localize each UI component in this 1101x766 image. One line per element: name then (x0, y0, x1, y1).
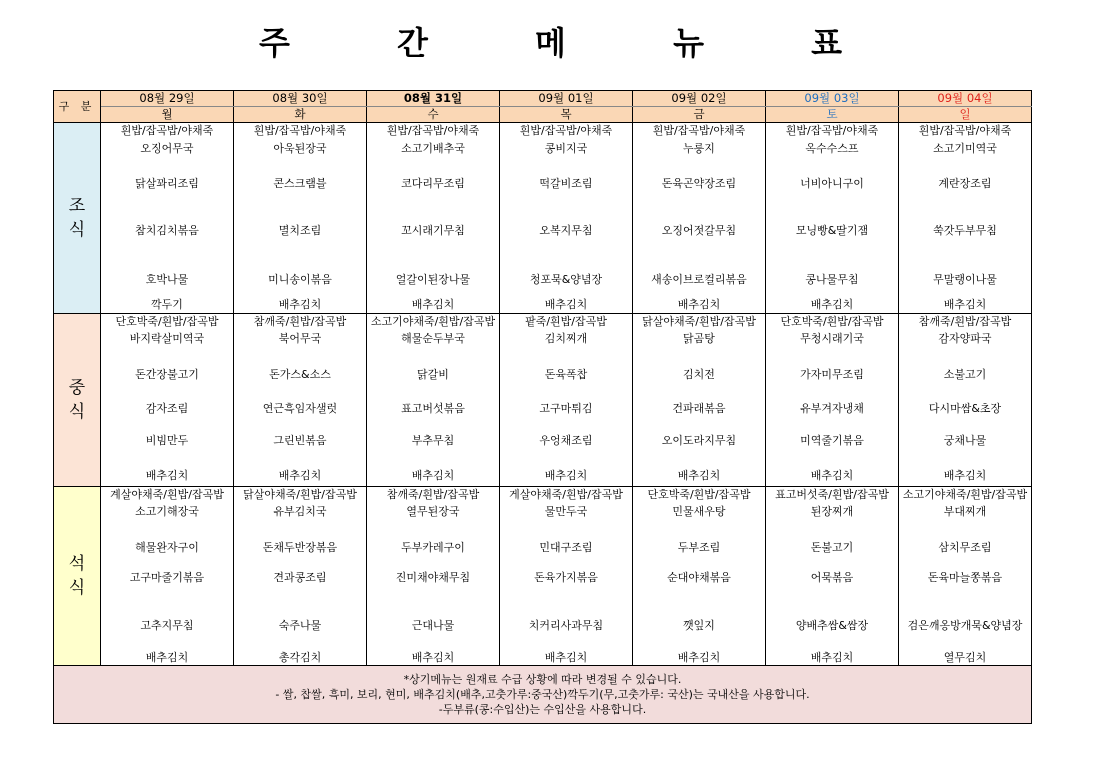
section-row-lunch (54, 314, 1032, 487)
menu-item: 깻잎지 (683, 619, 715, 632)
menu-item: 돈간장불고기 (135, 368, 199, 381)
menu-item: 닭살야채죽/흰밥/잡곡밥 (642, 315, 756, 328)
day-of-week: 금 (633, 107, 766, 123)
menu-item: 감자조림 (145, 402, 189, 415)
menu-item: 우엉채조림 (539, 434, 593, 447)
menu-item: 배추김치 (810, 651, 854, 664)
menu-item: 민대구조림 (539, 541, 593, 554)
menu-item: 얼갈이된장나물 (395, 273, 471, 286)
menu-item: 배추김치 (411, 469, 455, 482)
menu-item: 흰밥/잡곡밥/야채죽 (519, 124, 613, 137)
menu-cell (101, 123, 234, 314)
menu-item: 유부겨자냉채 (800, 402, 864, 415)
menu-item: 가자미무조림 (800, 368, 864, 381)
menu-item: 소고기미역국 (933, 142, 997, 155)
day-date: 09월 02일 (633, 91, 766, 107)
menu-item: 고구마줄기볶음 (129, 571, 205, 584)
menu-item: 새송이브로컬리볶음 (651, 273, 747, 286)
day-date: 08월 31일 (367, 91, 500, 107)
day-of-week: 목 (500, 107, 633, 123)
menu-item: 배추김치 (810, 469, 854, 482)
footer-row (54, 666, 1032, 724)
day-of-week: 수 (367, 107, 500, 123)
section-label-lunch: 중 식 (54, 314, 101, 487)
menu-item: 흰밥/잡곡밥/야채죽 (918, 124, 1012, 137)
menu-cell (633, 314, 766, 487)
menu-item: 단호박죽/흰밥/잡곡밥 (647, 488, 751, 501)
menu-item: 표고버섯볶음 (401, 402, 465, 415)
menu-item: 닭살꽈리조림 (135, 177, 199, 190)
day-of-week: 토 (766, 107, 899, 123)
menu-item: 닭살야채죽/흰밥/잡곡밥 (243, 488, 357, 501)
header-dates-row (54, 91, 1032, 107)
menu-item: 치커리사과무침 (528, 619, 604, 632)
menu-cell (899, 487, 1032, 666)
menu-item: 콘스크램블 (273, 177, 327, 190)
header-label: 구 분 (54, 91, 101, 123)
menu-cell (500, 314, 633, 487)
menu-item: 배추김치 (278, 298, 322, 311)
day-date: 08월 29일 (101, 91, 234, 107)
menu-item: 감자양파국 (938, 332, 992, 345)
menu-item: 무청시래기국 (800, 332, 864, 345)
menu-item: 멸치조림 (278, 224, 322, 237)
menu-item: 참치김치볶음 (135, 224, 199, 237)
menu-item: 깍두기 (151, 298, 183, 311)
menu-item: 참깨죽/흰밥/잡곡밥 (386, 488, 480, 501)
header-dow-row (54, 107, 1032, 123)
menu-item: 돈육마늘쫑볶음 (927, 571, 1003, 584)
menu-item: 너비아니구이 (800, 177, 864, 190)
menu-item: 물만두국 (544, 505, 588, 518)
menu-item: 소고기야채죽/흰밥/잡곡밥 (370, 315, 496, 328)
menu-item: 미역줄기볶음 (800, 434, 864, 447)
section-row-breakfast (54, 123, 1032, 314)
menu-item: 견과콩조림 (273, 571, 327, 584)
page-title: 주 간 메 뉴 표 (258, 24, 891, 62)
menu-item: 오징어무국 (140, 142, 194, 155)
menu-item: 흰밥/잡곡밥/야채죽 (386, 124, 480, 137)
menu-item: 무말랭이나물 (933, 273, 997, 286)
menu-item: 배추김치 (544, 651, 588, 664)
menu-item: 배추김치 (677, 298, 721, 311)
menu-item: 배추김치 (145, 469, 189, 482)
menu-item: 돈가스&소스 (269, 368, 331, 381)
menu-cell (500, 487, 633, 666)
menu-item: 흰밥/잡곡밥/야채죽 (253, 124, 347, 137)
menu-item: 표고버섯죽/흰밥/잡곡밥 (775, 488, 889, 501)
menu-item: 유부김치국 (273, 505, 327, 518)
menu-item: 된장찌개 (810, 505, 854, 518)
menu-item: 꼬시래기무침 (401, 224, 465, 237)
menu-item: 흰밥/잡곡밥/야채죽 (652, 124, 746, 137)
footer-note: - 쌀, 찹쌀, 흑미, 보리, 현미, 배추김치(배추,고춧가루:중국산)깍두기(무,고춧가루: 국산)는 국내산을 사용합니다. (275, 688, 810, 701)
menu-item: 부대찌개 (943, 505, 987, 518)
menu-item: 고구마튀김 (539, 402, 593, 415)
menu-item: 김치전 (683, 368, 715, 381)
menu-item: 건파래볶음 (672, 402, 726, 415)
menu-item: 오복지무침 (539, 224, 593, 237)
menu-cell (766, 314, 899, 487)
menu-item: 부추무침 (411, 434, 455, 447)
menu-item: 두부카레구이 (401, 541, 465, 554)
menu-item: 콩나물무침 (805, 273, 859, 286)
menu-cell (766, 487, 899, 666)
menu-cell (234, 123, 367, 314)
menu-item: 소불고기 (943, 368, 987, 381)
menu-item: 참깨죽/흰밥/잡곡밥 (253, 315, 347, 328)
menu-item: 단호박죽/흰밥/잡곡밥 (115, 315, 219, 328)
menu-item: 고추지무침 (140, 619, 194, 632)
menu-item: 배추김치 (810, 298, 854, 311)
menu-cell (899, 314, 1032, 487)
day-date: 08월 30일 (234, 91, 367, 107)
menu-cell (234, 487, 367, 666)
menu-item: 오징어젓갈무침 (661, 224, 737, 237)
menu-item: 삼치무조림 (938, 541, 992, 554)
menu-cell (101, 487, 234, 666)
menu-item: 소고기배추국 (401, 142, 465, 155)
menu-item: 계란장조림 (938, 177, 992, 190)
menu-item: 배추김치 (145, 651, 189, 664)
menu-item: 양배추쌈&쌈장 (795, 619, 869, 632)
menu-item: 진미채야채무침 (395, 571, 471, 584)
menu-item: 콩비지국 (544, 142, 588, 155)
section-label-breakfast: 조 식 (54, 123, 101, 314)
menu-item: 배추김치 (278, 469, 322, 482)
menu-item: 북어무국 (278, 332, 322, 345)
menu-cell (367, 487, 500, 666)
menu-item: 열무된장국 (406, 505, 460, 518)
menu-item: 닭곰탕 (683, 332, 715, 345)
menu-item: 돈육가지볶음 (534, 571, 598, 584)
day-of-week: 일 (899, 107, 1032, 123)
menu-item: 오이도라지무침 (661, 434, 737, 447)
menu-cell (633, 123, 766, 314)
menu-item: 다시마쌈&초장 (928, 402, 1002, 415)
menu-item: 코다리무조림 (401, 177, 465, 190)
day-date: 09월 04일 (899, 91, 1032, 107)
menu-item: 누룽지 (683, 142, 715, 155)
menu-item: 배추김치 (677, 651, 721, 664)
day-of-week: 월 (101, 107, 234, 123)
menu-item: 검은깨옹방개묵&양념장 (907, 619, 1023, 632)
menu-item: 김치찌개 (544, 332, 588, 345)
menu-item: 미니송이볶음 (268, 273, 332, 286)
day-date: 09월 01일 (500, 91, 633, 107)
menu-item: 청포묵&양념장 (529, 273, 603, 286)
menu-item: 배추김치 (411, 651, 455, 664)
menu-item: 흰밥/잡곡밥/야채죽 (785, 124, 879, 137)
menu-cell (633, 487, 766, 666)
menu-item: 모닝빵&딸기잼 (795, 224, 869, 237)
menu-item: 떡갈비조림 (539, 177, 593, 190)
menu-item: 소고기야채죽/흰밥/잡곡밥 (902, 488, 1028, 501)
menu-item: 계살야채죽/흰밥/잡곡밥 (110, 488, 224, 501)
menu-item: 근대나물 (411, 619, 455, 632)
menu-cell (101, 314, 234, 487)
footer-note: *상기메뉴는 원재료 수급 상황에 따라 변경될 수 있습니다. (403, 673, 682, 686)
menu-item: 쑥갓두부무침 (933, 224, 997, 237)
menu-item: 돈육곤약장조림 (661, 177, 737, 190)
menu-item: 그린빈볶음 (273, 434, 327, 447)
menu-cell (367, 314, 500, 487)
menu-item: 소고기해장국 (135, 505, 199, 518)
menu-item: 돈불고기 (810, 541, 854, 554)
section-label-dinner: 석 식 (54, 487, 101, 666)
menu-item: 돈채두반장볶음 (262, 541, 338, 554)
menu-item: 돈육폭찹 (544, 368, 588, 381)
menu-item: 두부조림 (677, 541, 721, 554)
menu-item: 총각김치 (278, 651, 322, 664)
menu-item: 비빔만두 (145, 434, 189, 447)
menu-item: 민물새우탕 (672, 505, 726, 518)
menu-item: 호박나물 (145, 273, 189, 286)
day-of-week: 화 (234, 107, 367, 123)
section-row-dinner (54, 487, 1032, 666)
weekly-menu-table (53, 90, 1032, 724)
menu-item: 배추김치 (677, 469, 721, 482)
footer-notes (54, 666, 1032, 724)
menu-item: 흰밥/잡곡밥/야채죽 (120, 124, 214, 137)
menu-item: 해물완자구이 (135, 541, 199, 554)
menu-item: 배추김치 (544, 298, 588, 311)
menu-item: 해물순두부국 (401, 332, 465, 345)
menu-item: 어묵볶음 (810, 571, 854, 584)
day-date: 09월 03일 (766, 91, 899, 107)
menu-item: 연근흑임자샐럿 (262, 402, 338, 415)
menu-item: 순대야채볶음 (667, 571, 731, 584)
menu-cell (766, 123, 899, 314)
footer-note: -두부류(콩:수입산)는 수입산을 사용합니다. (438, 703, 647, 716)
menu-item: 참깨죽/흰밥/잡곡밥 (918, 315, 1012, 328)
menu-item: 단호박죽/흰밥/잡곡밥 (780, 315, 884, 328)
menu-cell (500, 123, 633, 314)
menu-item: 아욱된장국 (273, 142, 327, 155)
menu-item: 닭갈비 (417, 368, 449, 381)
menu-item: 배추김치 (943, 469, 987, 482)
menu-item: 배추김치 (544, 469, 588, 482)
menu-item: 배추김치 (943, 298, 987, 311)
menu-item: 바지락살미역국 (129, 332, 205, 345)
menu-item: 열무김치 (943, 651, 987, 664)
menu-cell (899, 123, 1032, 314)
menu-item: 궁채나물 (943, 434, 987, 447)
menu-item: 숙주나물 (278, 619, 322, 632)
menu-item: 배추김치 (411, 298, 455, 311)
menu-item: 게살야채죽/흰밥/잡곡밥 (509, 488, 623, 501)
menu-item: 팥죽/흰밥/잡곡밥 (525, 315, 607, 328)
menu-cell (367, 123, 500, 314)
menu-cell (234, 314, 367, 487)
menu-item: 옥수수스프 (805, 142, 859, 155)
